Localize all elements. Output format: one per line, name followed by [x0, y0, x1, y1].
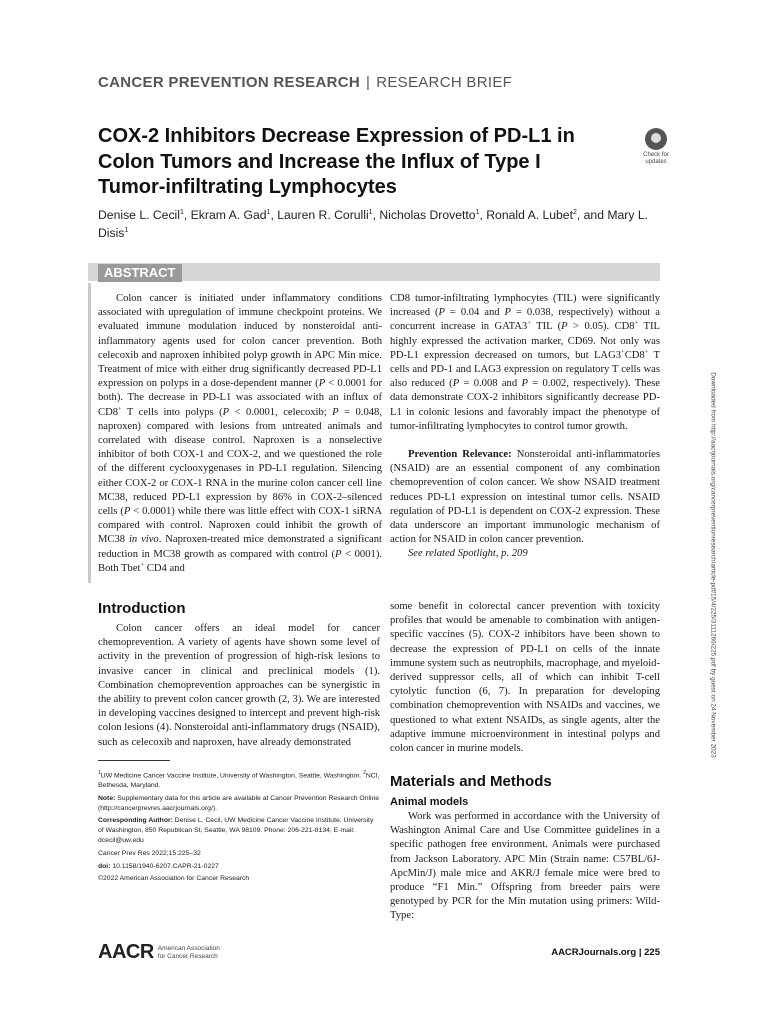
prevention-relevance [390, 448, 660, 547]
copyright: ©2022 American Association for Cancer Research [98, 875, 250, 883]
author-name: Mary L. Disis [98, 208, 649, 241]
aacr-logo-mark: AACR [98, 941, 154, 963]
check-for-updates-icon [645, 128, 667, 150]
header-separator: | [366, 74, 371, 91]
doi-label: doi: [98, 862, 111, 870]
spotlight-link[interactable] [390, 547, 660, 561]
abstract-text-continued: CD8 tumor-infiltrating lymphocytes (TIL) were significantly increased (P = 0.04 and P = 0.038, respectively) without a concurrent increase in GATA3+ TIL (P > 0.05). CD8+ TIL highly expressed the activation marker, CD69. Not only was PD-L1 expression decreased on tumors, but LAG3+CD8+ T cells and PD-1 and LAG3 expression on regulatory T cells was also reduced (P = 0.008 and P = 0.002, respectively). These data demonstrate COX-2 inhibitors significantly decrease PD-L1 in colonic lesions and favorably impact the phenotype of tumor-infiltrating lymphocytes to control tumor growth. [390, 293, 661, 432]
methods-heading-wrap [390, 773, 552, 790]
animal-models-heading: Animal models [390, 796, 469, 808]
author-list: Denise L. Cecil$^1$, Ekram A. Gad$^1$, Lauren R. Corulli$^1$, Nicholas Drovetto$^1$, Ronald A. Lubet$^2$, and Mary L. Disis$^1$ [98, 208, 649, 241]
author-affiliation: 2 [572, 209, 577, 216]
introduction-right-column [390, 600, 660, 756]
methods-heading: Materials and Methods [390, 773, 552, 790]
author-affiliation: 1 [266, 209, 271, 216]
author-name: Ronald A. Lubet [486, 208, 573, 223]
page-footer [490, 947, 660, 958]
journal-site[interactable]: AACRJournals.org [551, 947, 637, 958]
author-name: Nicholas Drovetto [379, 208, 476, 223]
author-name: Denise L. Cecil [98, 208, 180, 223]
journal-name: CANCER PREVENTION RESEARCH [98, 74, 360, 91]
methods-column [390, 810, 660, 924]
doi [98, 862, 380, 872]
introduction-text-continued: some benefit in colorectal cancer prevention with toxicity profiles that would be amenable to combination with antigen-specific vaccines (5). COX-2 inhibitors have been shown to decrease the expression of PD-L1 on cells of the innate immune system such as neutrophils, macrophage, and myeloid-derived suppressor cells, all of which can inhibit T-cell cytolytic function (6, 7). In preparation for developing combination chemoprevention with NSAIDs and vaccines, we questioned to what extent NSAIDs, as single agents, alter the adaptive immune microenvironment in intestinal polyps and colon cancer in murine models. [390, 601, 660, 755]
download-side-note [698, 300, 728, 830]
abstract-left-column [98, 292, 382, 576]
corresponding-author [98, 816, 380, 845]
affiliations: $^1$UW Medicine Cancer Vaccine Institute, University of Washington, Seattle, Washington. $^2$NCI, Bethesda, Maryland. [98, 770, 380, 790]
download-side-note-text: Downloaded from http://aacrjournals.org/cancerpreventionresearch/article-pdf/15/4/225/3111266/225.pdf by guest on 24 November 2023 [709, 372, 717, 758]
methods-text: Work was performed in accordance with the University of Washington Animal Care and Use Committee guidelines in a specific pathogen free environment. Animals were purchased from Jackson Laboratory. APC Min (Strain name: C57BL/6J-ApcMin/J) male mice and AKR/J female mice were bred to produce “F1 Min.” Offspring from breeder pairs were genotyped by PCR for the Min mutation using primers: Wild-Type: [390, 811, 660, 922]
aacr-logo [98, 941, 220, 964]
aacr-logo-text [158, 945, 220, 960]
page-number: 225 [644, 947, 660, 958]
check-for-updates-badge[interactable] [636, 128, 676, 166]
article-type: RESEARCH BRIEF [376, 74, 513, 91]
footnotes [98, 769, 380, 887]
note-text: Supplementary data for this article are available at Cancer Prevention Research Online (http://cancerprevres.aacrjournals.org/). [98, 794, 380, 812]
author-affiliation: 1 [475, 209, 480, 216]
prevention-relevance-label: Prevention Relevance: [408, 449, 512, 461]
prevention-relevance-text: Nonsteroidal anti-inflammatories (NSAID) are an essential component of any combination chemoprevention of colon cancer. We show NSAID treatment reduces PD-L1 expression on intestinal tumor cells. NSAID regulation of PD-L1 is dependent on COX-2 expression. These data underscore an important immunologic mechanism of action for NSAID in colon cancer prevention. [390, 449, 660, 546]
author-affiliation: 1 [124, 227, 129, 235]
abstract-side-rule [88, 283, 91, 583]
introduction-heading-wrap [98, 600, 185, 617]
author-name: Ekram A. Gad [190, 208, 267, 223]
supplementary-note [98, 794, 380, 814]
check-for-updates-label: Check for updates [643, 152, 669, 165]
abstract-heading: ABSTRACT [98, 264, 182, 282]
introduction-left-column [98, 622, 380, 750]
spotlight-text[interactable]: See related Spotlight, p. 209 [408, 548, 528, 560]
aacr-logo-line1: American Association [157, 945, 220, 952]
article-title: COX-2 Inhibitors Decrease Expression of PD-L1 in Colon Tumors and Increase the Influx of Type I Tumor-infiltrating Lymphocytes [98, 125, 575, 198]
author-name: Lauren R. Corulli [277, 208, 369, 223]
citation: Cancer Prev Res 2022;15:225–32 [98, 849, 201, 857]
introduction-heading: Introduction [98, 600, 186, 617]
journal-header [98, 74, 512, 91]
footer-separator: | [638, 947, 642, 958]
author-affiliation: 1 [368, 209, 373, 216]
corresponding-author-label: Corresponding Author: [98, 817, 173, 825]
note-label: Note: [98, 794, 116, 802]
animal-models-heading-wrap [390, 796, 468, 808]
footnote-divider [98, 760, 170, 761]
abstract-text: Colon cancer is initiated under inflammatory conditions associated with upregulation of immune checkpoint proteins. We evaluated immune modulation induced by nonsteroidal anti-inflammatory agents used for colon cancer prevention. Both celecoxib and naproxen inhibited polyp growth in APC Min mice. Treatment of mice with either drug significantly decreased PD-L1 expression on polyps in a dose-dependent manner (P < 0.0001 for both). The decrease in PD-L1 was associated with an influx of CD8+ T cells into polyps (P < 0.0001, celecoxib; P = 0.048, naproxen) compared with lesions from untreated animals and correlated with disease control. Naproxen is a nonselective inhibitor of both COX-1 and COX-2, and we questioned the role of the different cyclooxygenases in PD-L1 regulation. Silencing either COX-2 or COX-1 RNA in the murine colon cancer cell line MC38, reduced PD-L1 expression by 86% in COX-2–silenced cells (P < 0.0001) while there was little effect with COX-1 siRNA compared with control. Naproxen could inhibit the growth of MC38 in vivo. Naproxen-treated mice demonstrated a significant reduction in MC38 growth as compared with control (P < 0001). Both Tbet+ CD4 and [98, 293, 383, 574]
abstract-right-column [390, 292, 660, 562]
doi-link[interactable]: 10.1158/1940-6207.CAPR-21-0227 [110, 862, 219, 870]
aacr-logo-line2: for Cancer Research [157, 952, 218, 960]
corresponding-author-text: Denise L. Cecil, UW Medicine Cancer Vaccine Institute, University of Washington, 850 Republican St, Seattle, WA 98109. Phone: 206-221-8134; E-mail: dcecil@uw.edu [98, 817, 374, 845]
introduction-text: Colon cancer offers an ideal model for cancer chemoprevention. A variety of agents have shown some level of activity in the prevention of progression of high-risk lesions to invasive cancer in clinical and preclinical models (1). Combination chemoprevention approaches can be synergistic in the ability to prevent colon cancer growth (2, 3). We are interested in developing vaccines designed to intercept and prevent high-risk colon lesions (4). Nonsteroidal anti-inflammatory drugs (NSAID), such as celecoxib and naproxen, have already demonstrated [98, 623, 380, 748]
author-affiliation: 1 [179, 209, 184, 216]
